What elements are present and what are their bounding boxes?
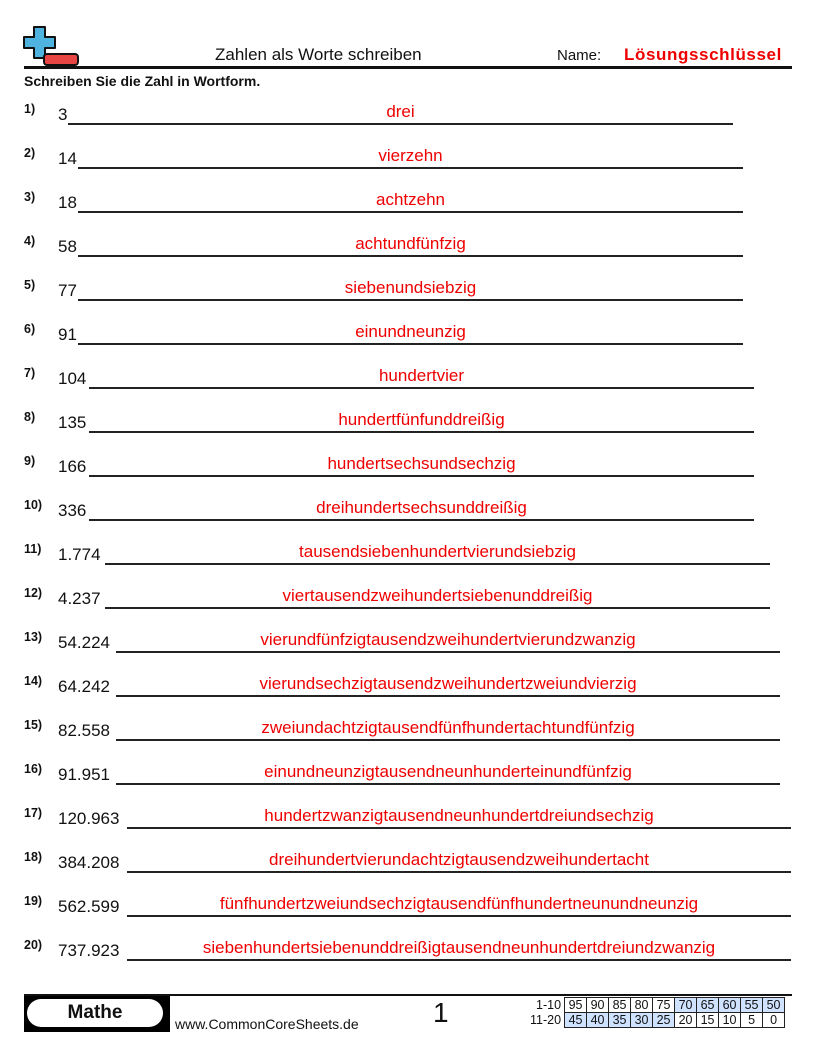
answer-line[interactable] xyxy=(116,739,780,741)
problem-value: 562.599 xyxy=(58,897,120,916)
problem-number: 13) xyxy=(24,630,43,644)
problem-number: 6) xyxy=(24,322,36,336)
problem-value: 4.237 xyxy=(58,589,101,608)
problem-number: 14) xyxy=(24,674,43,688)
problem-row xyxy=(0,718,816,748)
problem-row xyxy=(0,234,816,264)
score-cell: 20 xyxy=(675,1013,697,1028)
answer-text: siebenhundertsiebenunddreißigtausendneunhundertdreiundzwanzig xyxy=(202,938,716,957)
problem-value: 91.951 xyxy=(58,765,110,784)
answer-text: fünfhundertzweiundsechzigtausendfünfhundertneunundneunzig xyxy=(219,894,699,913)
answer-line[interactable] xyxy=(78,299,743,301)
problem-row xyxy=(0,278,816,308)
answer-text: siebenundsiebzig xyxy=(344,278,477,297)
problem-value: 166 xyxy=(58,457,87,476)
problem-number: 2) xyxy=(24,146,36,160)
problem-row xyxy=(0,586,816,616)
score-cell: 35 xyxy=(609,1013,631,1028)
problem-row xyxy=(0,498,816,528)
score-cell: 70 xyxy=(675,998,697,1013)
answer-line[interactable] xyxy=(105,563,770,565)
answer-text: zweiundachtzigtausendfünfhundertachtundfünfzig xyxy=(261,718,635,737)
score-cell: 0 xyxy=(763,1013,785,1028)
problem-number: 11) xyxy=(24,542,42,556)
answer-text: viertausendzweihundertsiebenunddreißig xyxy=(282,586,593,605)
problem-row xyxy=(0,630,816,660)
problem-row xyxy=(0,102,816,132)
score-cell: 45 xyxy=(565,1013,587,1028)
score-range-label: 11-20 xyxy=(530,1013,562,1027)
score-cell: 50 xyxy=(763,998,785,1013)
instructions: Schreiben Sie die Zahl in Wortform. xyxy=(24,73,261,89)
answer-line[interactable] xyxy=(116,783,780,785)
problem-value: 58 xyxy=(58,237,77,256)
problem-value: 64.242 xyxy=(58,677,110,696)
answer-line[interactable] xyxy=(105,607,770,609)
answer-line[interactable] xyxy=(127,959,791,961)
problem-value: 120.963 xyxy=(58,809,120,828)
score-range-label: 1-10 xyxy=(536,998,562,1012)
problem-value: 135 xyxy=(58,413,87,432)
problem-row xyxy=(0,366,816,396)
problem-number: 3) xyxy=(24,190,36,204)
problem-row xyxy=(0,938,816,968)
answer-text: vierundsechzigtausendzweihundertzweiundvierzig xyxy=(259,674,637,693)
problem-value: 336 xyxy=(58,501,87,520)
answer-line[interactable] xyxy=(127,871,791,873)
score-cell: 55 xyxy=(741,998,763,1013)
site-url: www.CommonCoreSheets.de xyxy=(175,1016,359,1032)
answer-line[interactable] xyxy=(116,695,780,697)
problem-number: 15) xyxy=(24,718,43,732)
worksheet-title: Zahlen als Worte schreiben xyxy=(215,45,422,64)
problem-value: 18 xyxy=(58,193,77,212)
answer-text: dreihundertsechsunddreißig xyxy=(316,498,527,517)
score-row xyxy=(527,998,785,1013)
answer-line[interactable] xyxy=(116,651,780,653)
answer-line[interactable] xyxy=(78,343,743,345)
header-divider xyxy=(24,66,792,69)
problem-row xyxy=(0,146,816,176)
problem-number: 10) xyxy=(24,498,43,512)
answer-line[interactable] xyxy=(89,387,754,389)
problem-number: 17) xyxy=(24,806,43,820)
problem-row xyxy=(0,454,816,484)
brand-label: Mathe xyxy=(27,999,163,1027)
problem-row xyxy=(0,762,816,792)
problem-row xyxy=(0,190,816,220)
answer-text: achtundfünfzig xyxy=(355,234,466,253)
problem-row xyxy=(0,850,816,880)
problem-number: 5) xyxy=(24,278,36,292)
score-cell: 95 xyxy=(565,998,587,1013)
answer-line[interactable] xyxy=(78,167,743,169)
problem-value: 384.208 xyxy=(58,853,120,872)
problem-number: 8) xyxy=(24,410,36,424)
answer-text: hundertsechsundsechzig xyxy=(327,454,516,473)
answer-text: einundneunzigtausendneunhunderteinundfünfzig xyxy=(264,762,632,781)
answer-text: hundertzwanzigtausendneunhundertdreiundsechzig xyxy=(264,806,654,825)
problem-value: 54.224 xyxy=(58,633,110,652)
score-cell: 30 xyxy=(631,1013,653,1028)
name-value: Lösungsschlüssel xyxy=(624,45,782,64)
problem-number: 16) xyxy=(24,762,43,776)
brand-badge xyxy=(24,996,170,1032)
score-cell: 75 xyxy=(653,998,675,1013)
answer-line[interactable] xyxy=(68,123,733,125)
problem-row xyxy=(0,894,816,924)
page-number: 1 xyxy=(433,997,449,1028)
answer-text: hundertfünfunddreißig xyxy=(338,410,505,429)
problem-number: 4) xyxy=(24,234,36,248)
score-cell: 85 xyxy=(609,998,631,1013)
problem-row xyxy=(0,542,816,572)
problem-number: 12) xyxy=(24,586,43,600)
problem-number: 18) xyxy=(24,850,43,864)
problem-value: 14 xyxy=(58,149,77,168)
answer-text: tausendsiebenhundertvierundsiebzig xyxy=(299,542,576,561)
problem-row xyxy=(0,410,816,440)
answer-line[interactable] xyxy=(89,475,754,477)
problem-number: 9) xyxy=(24,454,36,468)
problem-row xyxy=(0,322,816,352)
problem-row xyxy=(0,806,816,836)
answer-line[interactable] xyxy=(89,431,754,433)
name-label: Name: xyxy=(557,47,602,64)
problem-value: 77 xyxy=(58,281,77,300)
problem-value: 82.558 xyxy=(58,721,110,740)
problem-row xyxy=(0,674,816,704)
answer-line[interactable] xyxy=(78,211,743,213)
score-cell: 10 xyxy=(719,1013,741,1028)
answer-text: dreihundertvierundachtzigtausendzweihundertacht xyxy=(269,850,649,869)
score-cell: 90 xyxy=(587,998,609,1013)
answer-text: drei xyxy=(386,102,415,121)
answer-text: einundneunzig xyxy=(355,322,466,341)
problem-value: 1.774 xyxy=(58,545,101,564)
problem-number: 19) xyxy=(24,894,43,908)
problem-value: 91 xyxy=(58,325,77,344)
score-cell: 65 xyxy=(697,998,719,1013)
answer-text: vierundfünfzigtausendzweihundertvierundzwanzig xyxy=(260,630,636,649)
problem-number: 20) xyxy=(24,938,43,952)
answer-line[interactable] xyxy=(89,519,754,521)
score-cell: 80 xyxy=(631,998,653,1013)
score-cell: 40 xyxy=(587,1013,609,1028)
problem-value: 104 xyxy=(58,369,87,388)
problem-value: 3 xyxy=(58,105,68,124)
answer-text: hundertvier xyxy=(378,366,465,385)
answer-text: vierzehn xyxy=(378,146,443,165)
score-cell: 25 xyxy=(653,1013,675,1028)
score-cell: 5 xyxy=(741,1013,763,1028)
answer-text: achtzehn xyxy=(376,190,445,209)
problem-number: 1) xyxy=(24,102,36,116)
answer-line[interactable] xyxy=(127,827,791,829)
score-cell: 15 xyxy=(697,1013,719,1028)
score-table xyxy=(527,997,785,1028)
score-cell: 60 xyxy=(719,998,741,1013)
problem-value: 737.923 xyxy=(58,941,120,960)
answer-line[interactable] xyxy=(78,255,743,257)
answer-line[interactable] xyxy=(127,915,791,917)
plus-minus-logo-icon xyxy=(22,25,80,67)
problem-number: 7) xyxy=(24,366,36,380)
score-row xyxy=(527,1013,785,1028)
